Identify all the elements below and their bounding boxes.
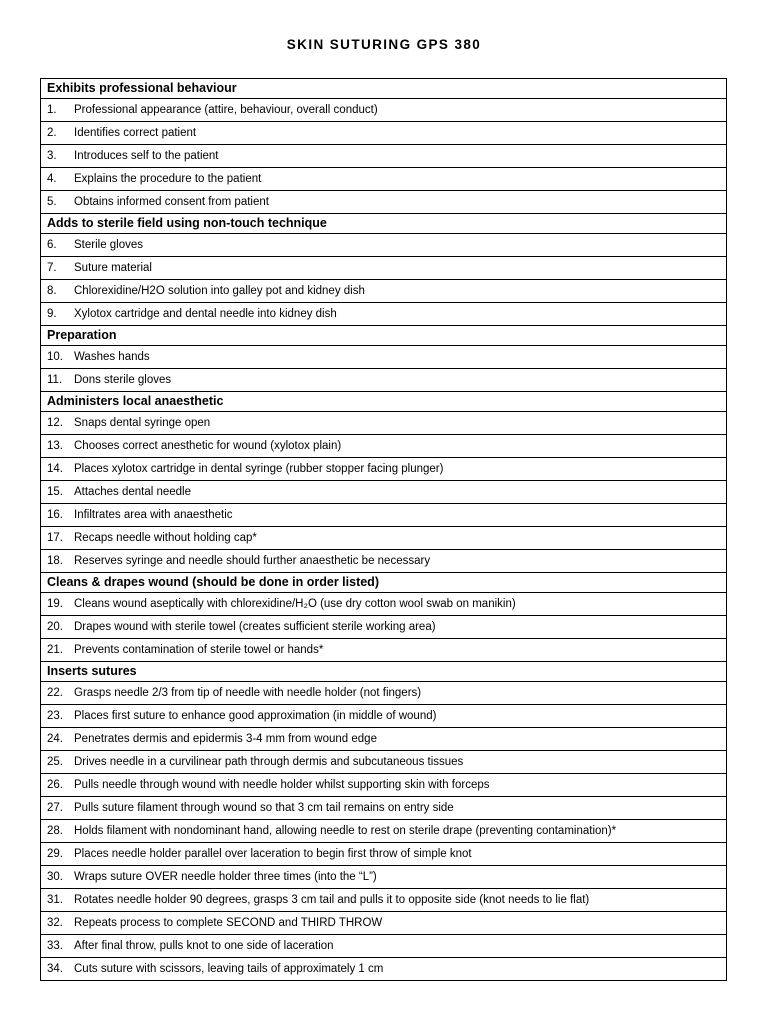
item-number: 9. — [47, 308, 57, 320]
item-number: 29. — [47, 848, 63, 860]
item-text: Xylotox cartridge and dental needle into kidney dish — [74, 308, 337, 320]
checklist-item — [41, 935, 727, 958]
item-text: Explains the procedure to the patient — [74, 173, 262, 185]
checklist-item — [41, 843, 727, 866]
checklist-row — [41, 145, 727, 168]
item-number: 13. — [47, 440, 63, 452]
item-number: 7. — [47, 262, 57, 274]
item-text: Repeats process to complete SECOND and THIRD THROW — [74, 917, 383, 929]
item-number: 22. — [47, 687, 63, 699]
item-number: 3. — [47, 150, 57, 162]
checklist-body — [41, 79, 727, 981]
item-text: Drives needle in a curvilinear path through dermis and subcutaneous tissues — [74, 756, 464, 768]
section-heading-row — [41, 79, 727, 99]
checklist-item — [41, 369, 727, 392]
section-heading: Preparation — [41, 326, 727, 346]
item-number: 33. — [47, 940, 63, 952]
item-text: Wraps suture OVER needle holder three times (into the “L”) — [74, 871, 377, 883]
item-number: 15. — [47, 486, 63, 498]
item-text: Sterile gloves — [74, 239, 144, 251]
checklist-row — [41, 550, 727, 573]
item-number: 8. — [47, 285, 57, 297]
item-text: Cleans wound aseptically with chlorexidine/H₂O (use dry cotton wool swab on manikin) — [74, 598, 516, 610]
item-text: Cuts suture with scissors, leaving tails of approximately 1 cm — [74, 963, 384, 975]
checklist-item — [41, 346, 727, 369]
checklist-item — [41, 145, 727, 168]
item-text: Places xylotox cartridge in dental syringe (rubber stopper facing plunger) — [74, 463, 444, 475]
item-text: Attaches dental needle — [74, 486, 192, 498]
item-text: Pulls suture filament through wound so that 3 cm tail remains on entry side — [74, 802, 454, 814]
checklist-row — [41, 122, 727, 145]
item-text: Prevents contamination of sterile towel or hands* — [74, 644, 324, 656]
checklist-row — [41, 168, 727, 191]
checklist-row — [41, 99, 727, 122]
checklist-item — [41, 191, 727, 214]
checklist-item — [41, 682, 727, 705]
checklist-item — [41, 504, 727, 527]
checklist-row — [41, 639, 727, 662]
section-heading: Cleans & drapes wound (should be done in order listed) — [41, 573, 727, 593]
item-text: Holds filament with nondominant hand, allowing needle to rest on sterile drape (preventing contamination)* — [74, 825, 617, 837]
checklist-item — [41, 616, 727, 639]
item-number: 31. — [47, 894, 63, 906]
checklist-item — [41, 593, 727, 616]
section-heading: Exhibits professional behaviour — [41, 79, 727, 99]
checklist-item — [41, 527, 727, 550]
item-number: 25. — [47, 756, 63, 768]
checklist-item — [41, 866, 727, 889]
checklist-item — [41, 705, 727, 728]
checklist-item — [41, 797, 727, 820]
section-heading-row — [41, 392, 727, 412]
checklist-item — [41, 774, 727, 797]
item-number: 21. — [47, 644, 63, 656]
item-number: 24. — [47, 733, 63, 745]
item-text: Pulls needle through wound with needle holder whilst supporting skin with forceps — [74, 779, 490, 791]
item-text: Washes hands — [74, 351, 150, 363]
item-number: 17. — [47, 532, 63, 544]
checklist-row — [41, 705, 727, 728]
checklist-row — [41, 257, 727, 280]
section-heading: Adds to sterile field using non-touch technique — [41, 214, 727, 234]
item-text: Identifies correct patient — [74, 127, 197, 139]
item-text: Professional appearance (attire, behaviour, overall conduct) — [74, 104, 378, 116]
checklist-row — [41, 866, 727, 889]
item-text: Infiltrates area with anaesthetic — [74, 509, 233, 521]
checklist-item — [41, 257, 727, 280]
checklist-row — [41, 527, 727, 550]
checklist-item — [41, 958, 727, 981]
checklist-item — [41, 234, 727, 257]
checklist-row — [41, 280, 727, 303]
checklist-row — [41, 912, 727, 935]
checklist-row — [41, 504, 727, 527]
checklist-row — [41, 346, 727, 369]
item-number: 28. — [47, 825, 63, 837]
section-heading: Inserts sutures — [41, 662, 727, 682]
checklist-item — [41, 751, 727, 774]
checklist-item — [41, 820, 727, 843]
checklist-row — [41, 234, 727, 257]
checklist-item — [41, 889, 727, 912]
checklist-item — [41, 168, 727, 191]
item-text: Obtains informed consent from patient — [74, 196, 269, 208]
item-number: 30. — [47, 871, 63, 883]
checklist-row — [41, 774, 727, 797]
item-number: 19. — [47, 598, 63, 610]
checklist-item — [41, 303, 727, 326]
item-text: Reserves syringe and needle should further anaesthetic be necessary — [74, 555, 431, 567]
item-text: Penetrates dermis and epidermis 3-4 mm from wound edge — [74, 733, 377, 745]
section-heading-row — [41, 214, 727, 234]
suturing-checklist-table — [40, 78, 727, 981]
checklist-row — [41, 593, 727, 616]
checklist-item — [41, 912, 727, 935]
checklist-row — [41, 935, 727, 958]
checklist-item — [41, 280, 727, 303]
checklist-row — [41, 458, 727, 481]
checklist-item — [41, 550, 727, 573]
item-text: Introduces self to the patient — [74, 150, 219, 162]
checklist-row — [41, 889, 727, 912]
checklist-row — [41, 797, 727, 820]
item-number: 32. — [47, 917, 63, 929]
checklist-item — [41, 639, 727, 662]
checklist-item — [41, 99, 727, 122]
item-number: 23. — [47, 710, 63, 722]
checklist-row — [41, 682, 727, 705]
checklist-item — [41, 481, 727, 504]
item-number: 16. — [47, 509, 63, 521]
item-text: Snaps dental syringe open — [74, 417, 211, 429]
item-text: After final throw, pulls knot to one side of laceration — [74, 940, 334, 952]
checklist-item — [41, 728, 727, 751]
item-text: Chooses correct anesthetic for wound (xylotox plain) — [74, 440, 342, 452]
item-text: Places first suture to enhance good approximation (in middle of wound) — [74, 710, 437, 722]
item-text: Chlorexidine/H2O solution into galley pot and kidney dish — [74, 285, 365, 297]
item-number: 4. — [47, 173, 57, 185]
section-heading-row — [41, 573, 727, 593]
item-text: Recaps needle without holding cap* — [74, 532, 257, 544]
item-number: 10. — [47, 351, 63, 363]
checklist-row — [41, 369, 727, 392]
item-text: Places needle holder parallel over laceration to begin first throw of simple knot — [74, 848, 472, 860]
section-heading-row — [41, 326, 727, 346]
item-number: 34. — [47, 963, 63, 975]
item-text: Suture material — [74, 262, 152, 274]
checklist-row — [41, 728, 727, 751]
item-text: Drapes wound with sterile towel (creates sufficient sterile working area) — [74, 621, 436, 633]
checklist-item — [41, 412, 727, 435]
item-number: 20. — [47, 621, 63, 633]
item-number: 11. — [47, 374, 63, 386]
checklist-row — [41, 435, 727, 458]
item-number: 27. — [47, 802, 63, 814]
item-number: 18. — [47, 555, 63, 567]
checklist-row — [41, 616, 727, 639]
checklist-item — [41, 122, 727, 145]
checklist-row — [41, 191, 727, 214]
checklist-row — [41, 751, 727, 774]
item-text: Dons sterile gloves — [74, 374, 172, 386]
item-number: 14. — [47, 463, 63, 475]
item-number: 5. — [47, 196, 57, 208]
checklist-row — [41, 303, 727, 326]
section-heading-row — [41, 662, 727, 682]
item-number: 2. — [47, 127, 57, 139]
checklist-row — [41, 958, 727, 981]
checklist-row — [41, 481, 727, 504]
checklist-item — [41, 435, 727, 458]
document-title: SKIN SUTURING GPS 380 — [286, 37, 482, 52]
item-text: Grasps needle 2/3 from tip of needle with needle holder (not fingers) — [74, 687, 422, 699]
item-number: 12. — [47, 417, 63, 429]
item-text: Rotates needle holder 90 degrees, grasps 3 cm tail and pulls it to opposite side (knot needs to lie flat) — [74, 894, 590, 906]
checklist-item — [41, 458, 727, 481]
item-number: 1. — [47, 104, 57, 116]
checklist-row — [41, 843, 727, 866]
checklist-row — [41, 820, 727, 843]
section-heading: Administers local anaesthetic — [41, 392, 727, 412]
item-number: 26. — [47, 779, 63, 791]
checklist-row — [41, 412, 727, 435]
item-number: 6. — [47, 239, 57, 251]
